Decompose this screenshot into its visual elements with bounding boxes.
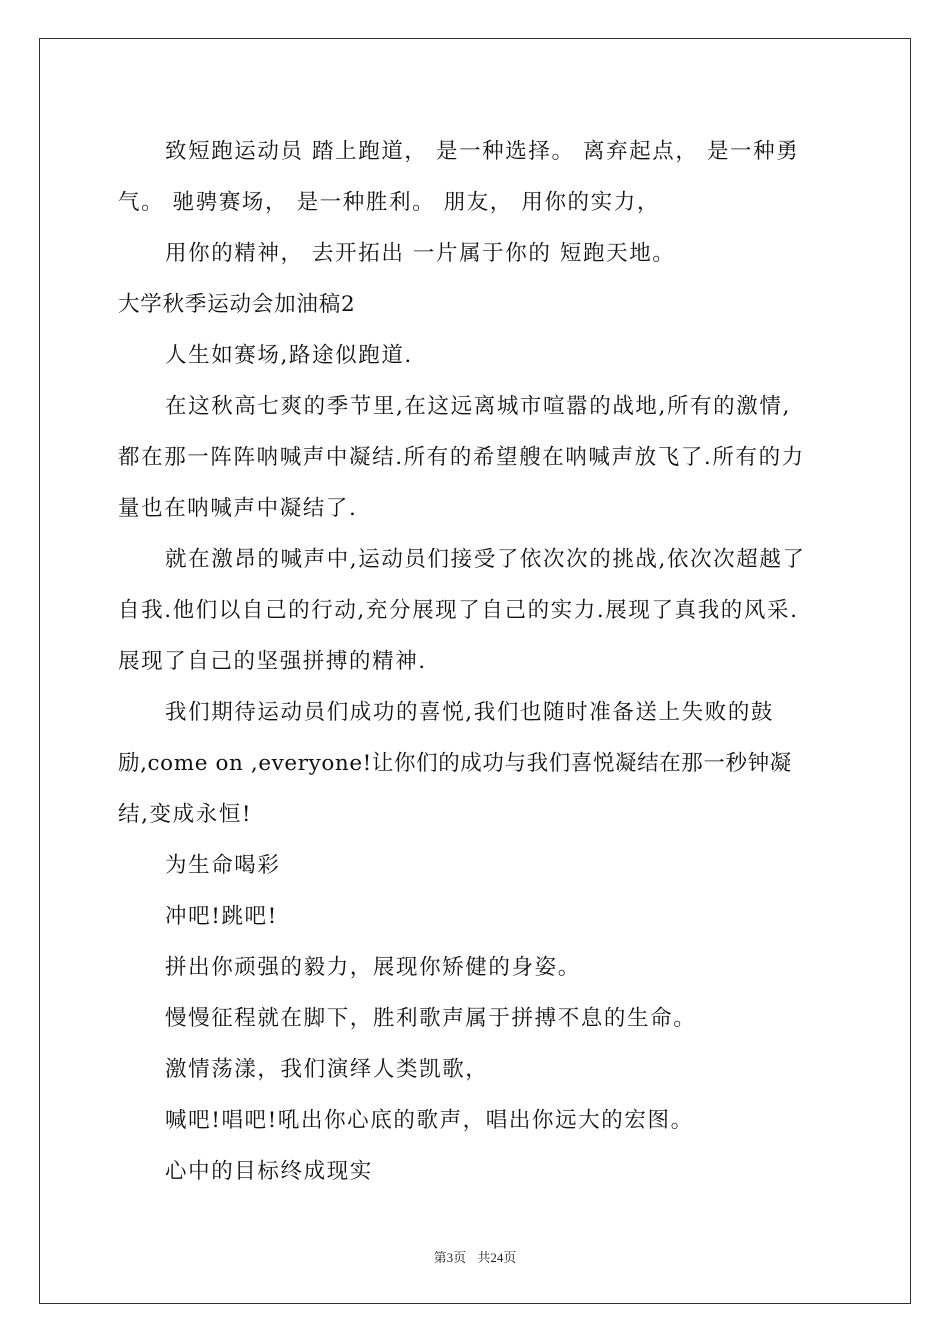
text-line: 就在激昂的喊声中,运动员们接受了依次次的挑战,依次次超越了: [165, 547, 806, 572]
document-body: [118, 126, 840, 1197]
text-line: 人生如赛场,路途似跑道.: [165, 343, 413, 368]
text-line: 自我.他们以自己的行动,充分展现了自己的实力.展现了真我的风采.: [118, 598, 799, 623]
text-line: 为生命喝彩: [165, 853, 281, 878]
text-line: 气。 驰骋赛场， 是一种胜利。 朋友， 用你的实力，: [118, 190, 660, 215]
page-number: 第3页: [433, 1250, 467, 1265]
text-line: 激情荡漾，我们演绎人类凯歌，: [165, 1057, 489, 1082]
page-footer: [0, 1247, 950, 1266]
text-line: 展现了自己的坚强拼搏的精神.: [118, 649, 427, 674]
page-total: 共24页: [477, 1250, 517, 1265]
text-line: 我们期待运动员们成功的喜悦,我们也随时准备送上失败的鼓: [165, 700, 775, 725]
text-line: 结,变成永恒!: [118, 802, 253, 827]
text-line: 喊吧!唱吧!吼出你心底的歌声，唱出你远大的宏图。: [165, 1108, 694, 1133]
text-line: 冲吧!跳吧!: [165, 904, 278, 929]
text-line: 励,come on ,everyone!让你们的成功与我们喜悦凝结在那一秒钟凝: [118, 751, 792, 776]
text-line: 慢慢征程就在脚下，胜利歌声属于拼搏不息的生命。: [165, 1006, 697, 1031]
text-line: 在这秋高七爽的季节里,在这远离城市喧嚣的战地,所有的激情,: [165, 394, 791, 419]
text-line: 拼出你顽强的毅力，展现你矫健的身姿。: [165, 955, 581, 980]
text-line: 都在那一阵阵呐喊声中凝结.所有的希望艘在呐喊声放飞了.所有的力: [118, 445, 805, 470]
text-line: 量也在呐喊声中凝结了.: [118, 496, 358, 521]
text-line: 致短跑运动员 踏上跑道， 是一种选择。 离弃起点， 是一种勇: [165, 139, 800, 164]
text-line: 用你的精神， 去开拓出 一片属于你的 短跑天地。: [165, 241, 676, 266]
text-line: 心中的目标终成现实: [165, 1159, 373, 1184]
section-heading: 大学秋季运动会加油稿2: [118, 292, 356, 317]
